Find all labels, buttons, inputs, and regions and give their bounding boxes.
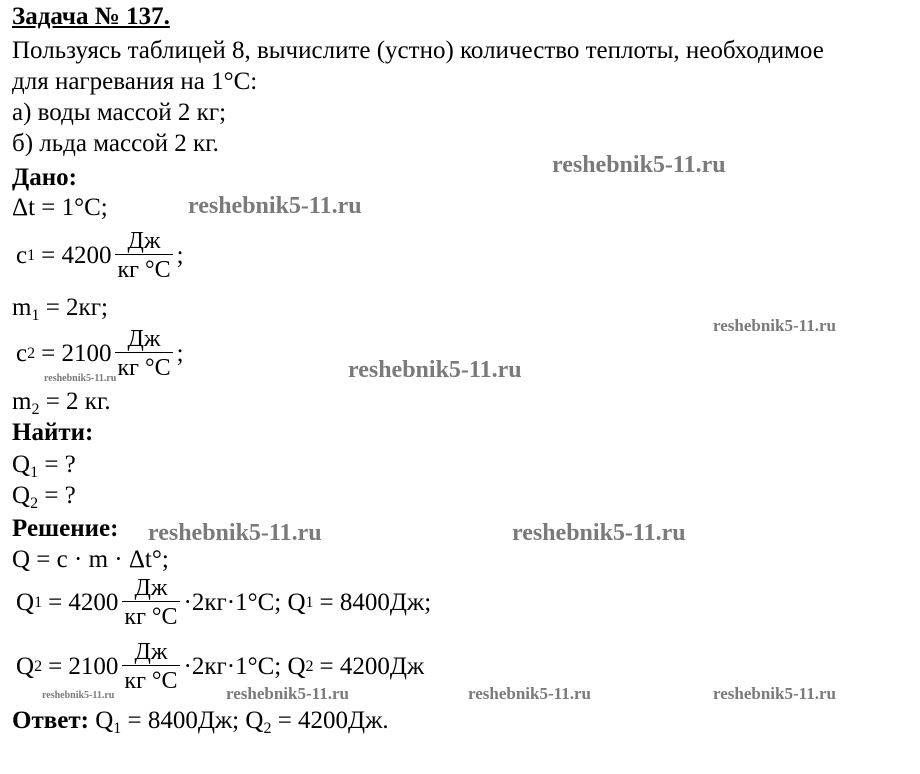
given-c1-formula: c 1 = 4200 $\frac{Дж}{кг ^\circ С}$ ; xyxy=(16,228,184,283)
watermark: reshebnik5-11.ru xyxy=(468,684,591,703)
answer-q2-value: = 4200Дж. xyxy=(277,707,389,734)
c1-symbol: c xyxy=(16,242,28,269)
unit-denominator: кг °С xyxy=(115,254,172,284)
watermark: reshebnik5-11.ru xyxy=(188,193,362,219)
c2-symbol: c xyxy=(16,340,28,367)
m2-subscript: 2 xyxy=(31,401,40,418)
sol-q1-symbol: Q xyxy=(16,589,35,616)
given-c2-formula: c 2 = 2100 $\frac{Дж}{кг ^\circ С}$ ; xyxy=(16,326,184,381)
watermark: reshebnik5-11.ru xyxy=(148,520,322,546)
watermark: reshebnik5-11.ru xyxy=(42,690,115,701)
unit-numerator: Дж xyxy=(127,326,161,352)
sol-q2-unit-fraction xyxy=(122,639,179,695)
answer-line xyxy=(12,706,389,736)
problem-line-2: для нагревания на 1°С: xyxy=(12,68,258,95)
sol-q2-result: = 4200Дж xyxy=(319,653,425,680)
watermark: reshebnik5-11.ru xyxy=(348,357,522,383)
answer-q1-value: = 8400Дж; Q xyxy=(127,707,264,734)
problem-line-1: Пользуясь таблицей 8, вычислите (устно) количество теплоты, необходимое xyxy=(12,37,824,64)
m2-value: = 2 кг. xyxy=(45,388,111,415)
watermark: reshebnik5-11.ru xyxy=(226,684,349,703)
sol-q2-symbol: Q xyxy=(16,653,35,680)
find-q1 xyxy=(12,450,76,480)
unit-denominator: кг °С xyxy=(122,601,179,631)
given-heading: Дано: xyxy=(12,164,77,191)
unit-numerator: Дж xyxy=(134,575,168,601)
c2-unit-fraction xyxy=(115,326,172,382)
sol-q2-tail: ·2кг·1°С; Q xyxy=(183,653,306,680)
unit-numerator: Дж xyxy=(127,228,161,254)
problem-item-a: а) воды массой 2 кг; xyxy=(12,99,227,126)
unit-numerator: Дж xyxy=(134,639,168,665)
find-heading: Найти: xyxy=(12,419,94,446)
c2-value: = 2100 xyxy=(41,340,112,367)
task-title: Задача № 137. xyxy=(12,3,170,30)
solution-heading: Решение: xyxy=(12,515,119,542)
watermark: reshebnik5-11.ru xyxy=(512,520,686,546)
m1-symbol: m xyxy=(12,294,32,321)
find-q1-rest: = ? xyxy=(44,451,76,478)
given-m1 xyxy=(12,293,108,323)
m2-symbol: m xyxy=(12,388,32,415)
watermark: reshebnik5-11.ru xyxy=(552,152,726,178)
find-q2-rest: = ? xyxy=(44,482,76,509)
solution-q2-formula: Q 2 = 2100 $\frac{Дж}{кг ^\circ С}$ ·2кг·1°С; Q 2 = 4200Дж xyxy=(16,639,425,694)
sol-q1-tail: ·2кг·1°С; Q xyxy=(183,589,306,616)
unit-denominator: кг °С xyxy=(115,352,172,382)
sol-q1-unit-fraction xyxy=(122,575,179,631)
m1-subscript: 1 xyxy=(31,307,40,324)
given-dt: Δt = 1°С; xyxy=(12,194,108,221)
sol-q1-result: = 8400Дж; xyxy=(319,589,432,616)
watermark: reshebnik5-11.ru xyxy=(713,684,836,703)
find-q2 xyxy=(12,481,76,511)
c1-value: = 4200 xyxy=(41,242,112,269)
solution-formula: Q = c · m · Δt°; xyxy=(12,546,169,573)
c2-semicolon: ; xyxy=(176,340,184,367)
unit-denominator: кг °С xyxy=(122,665,179,695)
find-q2-subscript: 2 xyxy=(30,495,39,512)
answer-q1-symbol: Q xyxy=(95,707,114,734)
find-q1-symbol: Q xyxy=(12,451,31,478)
solution-q1-formula: Q 1 = 4200 $\frac{Дж}{кг ^\circ С}$ ·2кг·1°С; Q 1 = 8400Дж; xyxy=(16,575,432,630)
answer-label: Ответ: xyxy=(12,707,89,734)
c1-unit-fraction xyxy=(115,228,172,284)
problem-item-b: б) льда массой 2 кг. xyxy=(12,130,219,157)
watermark: reshebnik5-11.ru xyxy=(713,316,836,335)
find-q2-symbol: Q xyxy=(12,482,31,509)
sol-q2-value: = 2100 xyxy=(48,653,119,680)
answer-q2-subscript: 2 xyxy=(263,720,272,737)
given-m2 xyxy=(12,387,111,417)
answer-q1-subscript: 1 xyxy=(113,720,122,737)
sol-q1-value: = 4200 xyxy=(48,589,119,616)
c1-semicolon: ; xyxy=(176,242,184,269)
watermark: reshebnik5-11.ru xyxy=(44,373,117,384)
find-q1-subscript: 1 xyxy=(30,464,39,481)
m1-value: = 2кг; xyxy=(45,294,108,321)
